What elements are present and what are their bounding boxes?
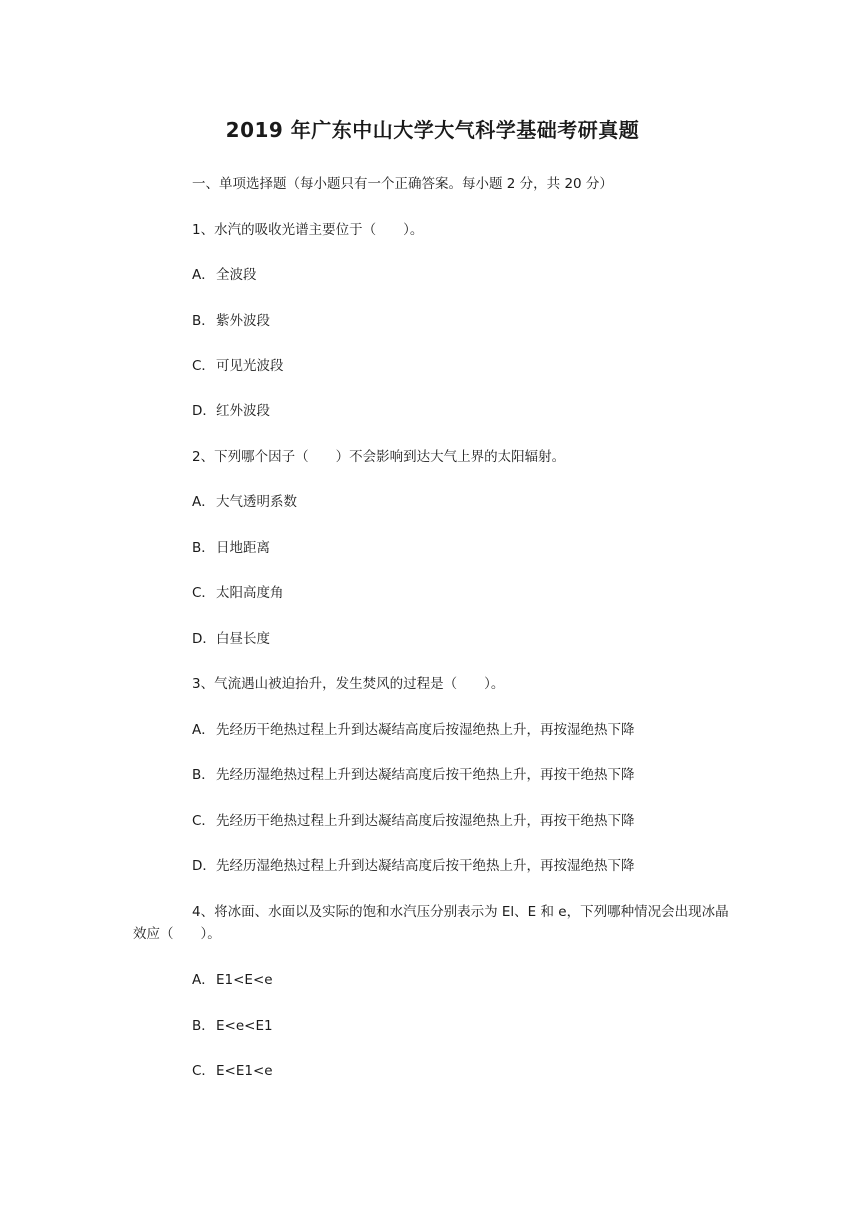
option-text: 太阳高度角 — [216, 585, 284, 601]
option-text: 紫外波段 — [216, 313, 270, 329]
option-letter: B． — [192, 767, 215, 783]
option-letter: D． — [192, 403, 216, 419]
question-2-option-a — [192, 492, 297, 512]
question-2-option-b — [192, 538, 270, 558]
option-letter: B． — [192, 313, 215, 329]
option-letter: C． — [192, 1063, 215, 1079]
option-letter: B． — [192, 1018, 215, 1034]
question-1-option-d — [192, 401, 270, 421]
option-text: 白昼长度 — [216, 631, 270, 647]
option-letter: C． — [192, 813, 215, 829]
question-1-option-a — [192, 265, 257, 285]
option-text: 日地距离 — [216, 540, 270, 556]
option-text: 先经历湿绝热过程上升到达凝结高度后按干绝热上升，再按湿绝热下降 — [216, 858, 635, 874]
option-letter: A． — [192, 267, 215, 283]
option-text: 大气透明系数 — [216, 494, 297, 510]
option-letter: B． — [192, 540, 215, 556]
option-letter: A． — [192, 972, 215, 988]
question-3-option-b — [192, 765, 635, 785]
question-4-option-a — [192, 970, 273, 990]
option-text: 先经历干绝热过程上升到达凝结高度后按湿绝热上升，再按湿绝热下降 — [216, 722, 635, 738]
question-3-option-c — [192, 811, 635, 831]
option-letter: D． — [192, 858, 216, 874]
option-text: 先经历湿绝热过程上升到达凝结高度后按干绝热上升，再按干绝热下降 — [216, 767, 635, 783]
option-letter: D． — [192, 631, 216, 647]
question-4-option-c — [192, 1061, 273, 1081]
option-letter: C． — [192, 358, 215, 374]
question-4-stem: 4、将冰面、水面以及实际的饱和水汽压分别表示为 El、E 和 e，下列哪种情况会出现冰晶效应（ ）。 — [133, 904, 729, 942]
question-1-option-b — [192, 311, 270, 331]
question-3-option-a — [192, 720, 635, 740]
question-1-stem: 1、水汽的吸收光谱主要位于（ ）。 — [192, 222, 424, 238]
option-text: 红外波段 — [216, 403, 270, 419]
document-title: 2019 年广东中山大学大气科学基础考研真题 — [225, 118, 640, 142]
option-letter: A． — [192, 494, 215, 510]
option-text: E1<E<e — [216, 972, 273, 988]
option-text: E<E1<e — [216, 1063, 273, 1079]
option-letter: C． — [192, 585, 215, 601]
option-text: 可见光波段 — [216, 358, 284, 374]
question-2-stem: 2、下列哪个因子（ ）不会影响到达大气上界的太阳辐射。 — [192, 449, 566, 465]
option-text: 先经历干绝热过程上升到达凝结高度后按湿绝热上升，再按干绝热下降 — [216, 813, 635, 829]
question-1-option-c — [192, 356, 284, 376]
question-3-option-d — [192, 856, 635, 876]
question-2-option-d — [192, 629, 270, 649]
option-text: 全波段 — [216, 267, 257, 283]
question-2-option-c — [192, 583, 284, 603]
question-3-stem: 3、气流遇山被迫抬升，发生焚风的过程是（ ）。 — [192, 676, 505, 692]
section-header: 一、单项选择题（每小题只有一个正确答案。每小题 2 分，共 20 分） — [192, 176, 613, 192]
question-4-option-b — [192, 1016, 273, 1036]
option-text: E<e<E1 — [216, 1018, 273, 1034]
option-letter: A． — [192, 722, 215, 738]
